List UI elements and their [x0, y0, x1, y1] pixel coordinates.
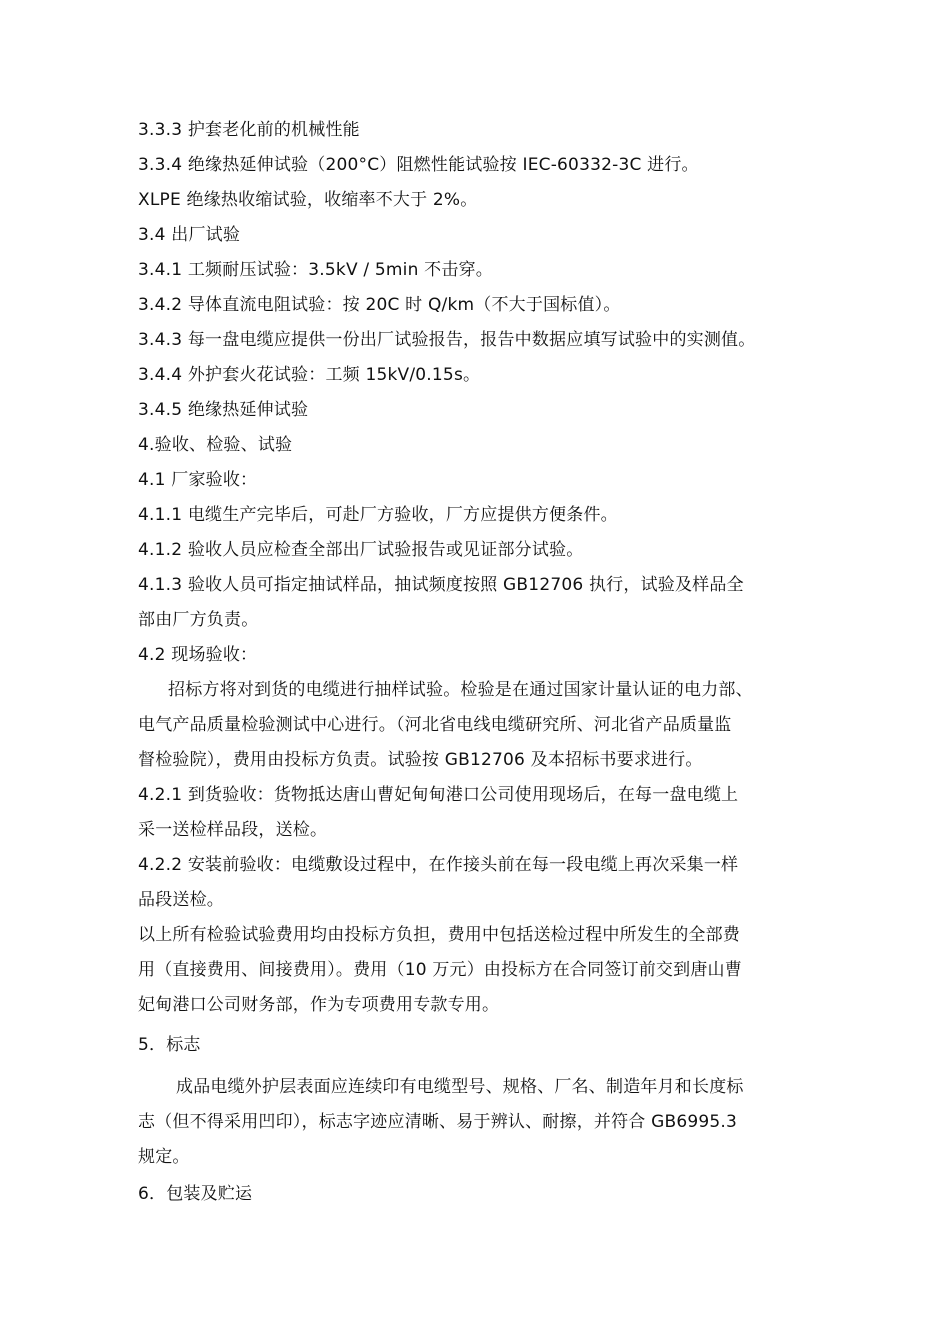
text-line: 采一送检样品段，送检。	[138, 820, 328, 840]
text-line: 志（但不得采用凹印），标志字迹应清晰、易于辨认、耐擦，并符合 GB6995.3	[138, 1112, 738, 1132]
text-line: 3.4.2 导体直流电阻试验：按 20C 时 Q/km（不大于国标值）。	[138, 295, 621, 315]
text-line: 规定。	[138, 1147, 190, 1167]
text-line: 督检验院），费用由投标方负责。试验按 GB12706 及本招标书要求进行。	[138, 750, 703, 770]
text-line: 部由厂方负责。	[138, 610, 259, 630]
text-line: 用（直接费用、间接费用）。费用（10 万元）由投标方在合同签订前交到唐山曹	[138, 960, 742, 980]
text-line: 4.1.3 验收人员可指定抽试样品，抽试频度按照 GB12706 执行，试验及样品全	[138, 575, 744, 595]
text-line: 3.3.3 护套老化前的机械性能	[138, 120, 360, 140]
text-line: 品段送检。	[138, 890, 224, 910]
text-line: 以上所有检验试验费用均由投标方负担，费用中包括送检过程中所发生的全部费	[138, 925, 740, 945]
section-heading: 6．包装及贮运	[138, 1184, 253, 1204]
text-line: 4.2.2 安装前验收：电缆敷设过程中，在作接头前在每一段电缆上再次采集一样	[138, 855, 739, 875]
text-line: 4.1 厂家验收：	[138, 470, 258, 490]
text-line: 成品电缆外护层表面应连续印有电缆型号、规格、厂名、制造年月和长度标	[176, 1077, 744, 1097]
text-line: 4.验收、检验、试验	[138, 435, 293, 455]
text-line: 招标方将对到货的电缆进行抽样试验。检验是在通过国家计量认证的电力部、	[168, 680, 753, 700]
text-line: 3.4.4 外护套火花试验：工频 15kV/0.15s。	[138, 365, 481, 385]
text-line: 3.4.1 工频耐压试验：3.5kV / 5min 不击穿。	[138, 260, 493, 280]
text-line: 3.4 出厂试验	[138, 225, 241, 245]
text-line: 妃甸港口公司财务部，作为专项费用专款专用。	[138, 995, 500, 1015]
text-line: 3.4.5 绝缘热延伸试验	[138, 400, 309, 420]
text-line: 3.3.4 绝缘热延伸试验（200°C）阻燃性能试验按 IEC-60332-3C 进行。	[138, 155, 699, 175]
text-line: XLPE 绝缘热收缩试验，收缩率不大于 2%。	[138, 190, 478, 210]
section-heading: 5．标志	[138, 1035, 201, 1055]
text-line: 电气产品质量检验测试中心进行。（河北省电线电缆研究所、河北省产品质量监	[138, 715, 732, 735]
text-line: 4.2 现场验收：	[138, 645, 258, 665]
text-line: 4.1.2 验收人员应检查全部出厂试验报告或见证部分试验。	[138, 540, 584, 560]
text-line: 4.2.1 到货验收：货物抵达唐山曹妃甸甸港口公司使用现场后，在每一盘电缆上	[138, 785, 739, 805]
text-line: 3.4.3 每一盘电缆应提供一份出厂试验报告，报告中数据应填写试验中的实测值。	[138, 330, 756, 350]
text-line: 4.1.1 电缆生产完毕后，可赴厂方验收，厂方应提供方便条件。	[138, 505, 618, 525]
